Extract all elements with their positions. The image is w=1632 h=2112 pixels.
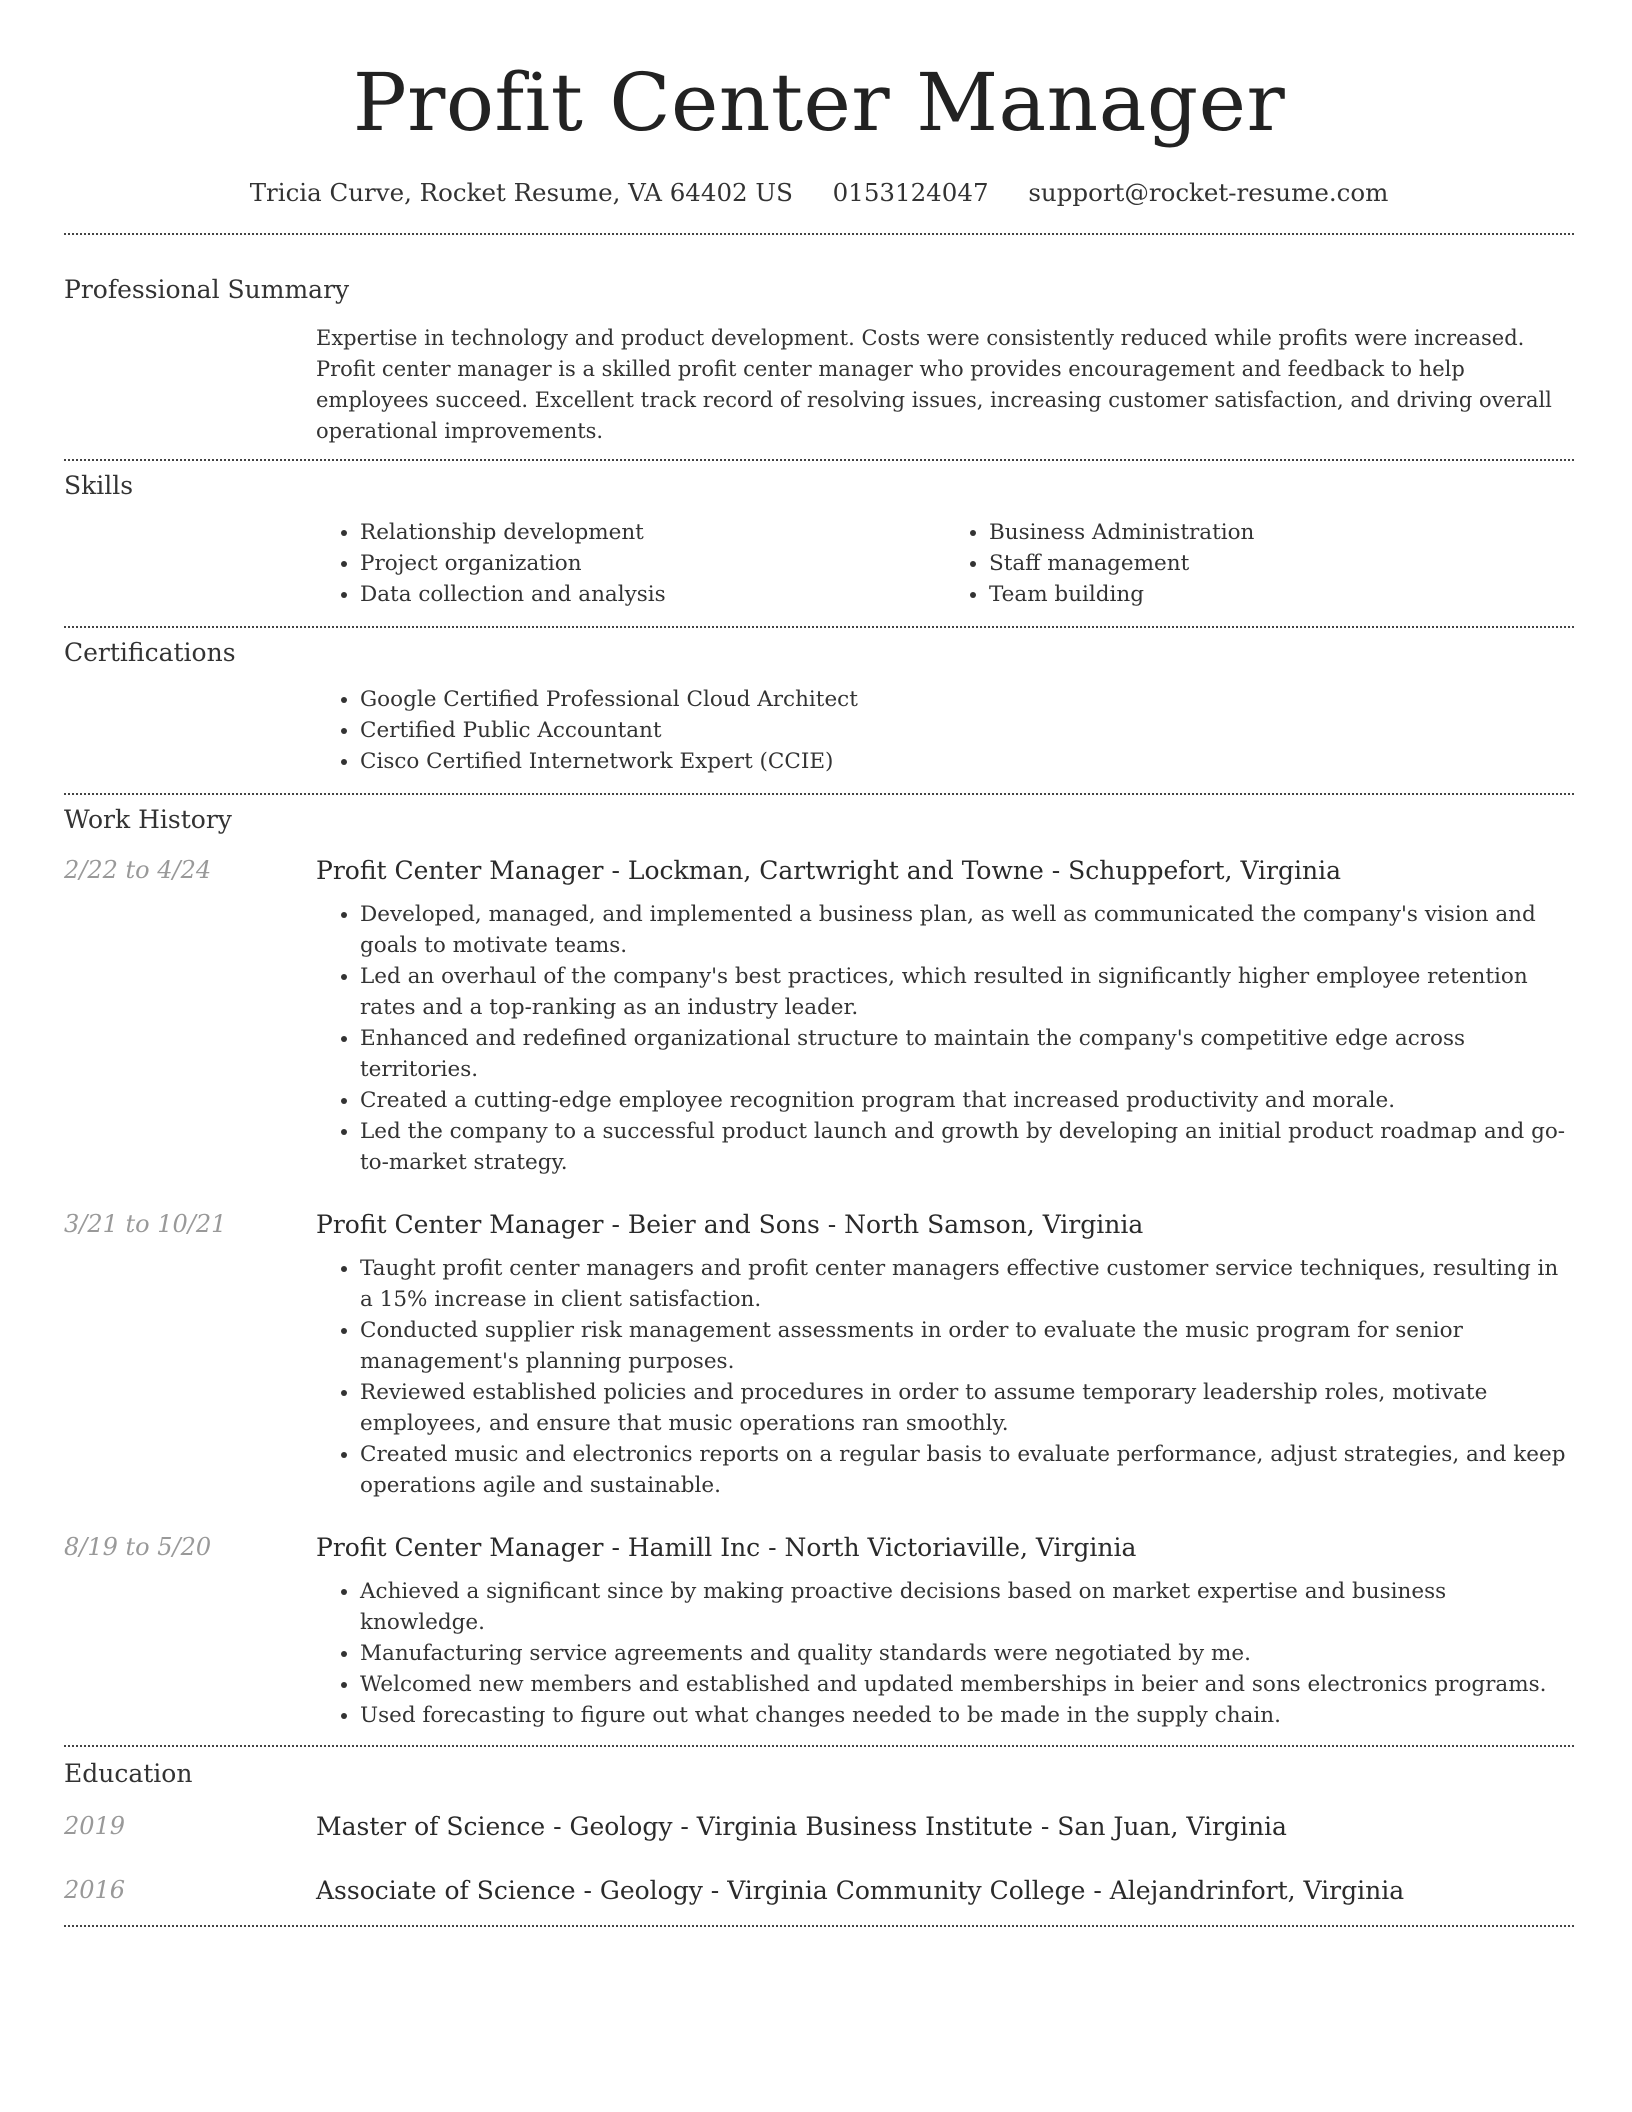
certification-item: • Cisco Certified Internetwork Expert (CCIE): [360, 746, 1574, 777]
job-bullet: • Led the company to a successful product launch and growth by developing an initial product roadmap and go-to-market strategy.: [360, 1116, 1574, 1178]
job-bullet: • Manufacturing service agreements and quality standards were negotiated by me.: [360, 1638, 1574, 1669]
job-bullet: • Taught profit center managers and profit center managers effective customer service techniques, resulting in a 15% increase in client satisfaction.: [360, 1253, 1574, 1315]
job-bullets: [316, 1576, 1574, 1731]
certification-item: • Google Certified Professional Cloud Architect: [360, 684, 1574, 715]
skill-item: • Data collection and analysis: [360, 579, 945, 610]
education-entry: [64, 1812, 1574, 1841]
job-body: [316, 1576, 1574, 1731]
job-title: Profit Center Manager - Hamill Inc - North Victoriaville, Virginia: [316, 1533, 1137, 1562]
section-heading: Education: [64, 1759, 193, 1788]
job-bullet: • Created a cutting-edge employee recognition program that increased productivity and morale.: [360, 1085, 1574, 1116]
education-year: 2019: [64, 1812, 126, 1840]
certification-item: • Certified Public Accountant: [360, 715, 1574, 746]
job-bullet: • Achieved a significant since by making proactive decisions based on market expertise and business knowledge.: [360, 1576, 1574, 1638]
resume-title: Profit Center Manager: [352, 56, 1286, 149]
education-year: 2016: [64, 1876, 126, 1904]
education-section: [64, 1759, 1574, 1905]
contact-address: Tricia Curve, Rocket Resume, VA 64402 US: [249, 178, 793, 207]
job-dates: 2/22 to 4/24: [64, 856, 212, 884]
job-entry: [64, 1533, 1574, 1731]
skill-item: • Business Administration: [989, 517, 1574, 548]
skill-item: • Staff management: [989, 548, 1574, 579]
section-heading: Professional Summary: [64, 275, 350, 304]
divider: [64, 1745, 1574, 1747]
job-dates: 8/19 to 5/20: [64, 1533, 212, 1561]
skills-list-left: [316, 517, 945, 610]
job-bullets: [316, 899, 1574, 1178]
section-heading: Skills: [64, 471, 134, 500]
work-section: [64, 805, 1574, 1731]
job-bullet: • Reviewed established policies and procedures in order to assume temporary leadership roles, motivate employees, and ensure that music operations ran smoothly.: [360, 1377, 1574, 1439]
certifications-section: [64, 638, 1574, 777]
job-body: [316, 1253, 1574, 1501]
job-bullet: • Welcomed new members and established and updated memberships in beier and sons electronics programs.: [360, 1669, 1574, 1700]
job-bullet: • Conducted supplier risk management assessments in order to evaluate the music program for senior management's planning purposes.: [360, 1315, 1574, 1377]
job-title: Profit Center Manager - Beier and Sons - North Samson, Virginia: [316, 1210, 1144, 1239]
job-bullet: • Led an overhaul of the company's best practices, which resulted in significantly higher employee retention rates and a top-ranking as an industry leader.: [360, 961, 1574, 1023]
divider: [64, 626, 1574, 628]
divider: [64, 793, 1574, 795]
job-entry: [64, 1210, 1574, 1501]
contact-line: [64, 178, 1574, 207]
summary-text: Expertise in technology and product development. Costs were consistently reduced while profits were increased. Profit center manager is a skilled profit center manager who provides encouragement and feedback to help employees succeed. Excellent track record of resolving issues, increasing customer satisfaction, and driving overall operational improvements.: [316, 326, 1552, 443]
education-entry: [64, 1876, 1574, 1905]
contact-email: support@rocket-resume.com: [1028, 178, 1389, 207]
divider: [64, 1925, 1574, 1927]
contact-phone: 0153124047: [832, 178, 989, 207]
skills-columns: [316, 517, 1574, 610]
job-dates: 3/21 to 10/21: [64, 1210, 227, 1238]
skill-item: • Project organization: [360, 548, 945, 579]
divider: [64, 459, 1574, 461]
skill-item: • Team building: [989, 579, 1574, 610]
summary-section: [64, 275, 1574, 447]
job-entry: [64, 856, 1574, 1178]
certifications-list: [316, 684, 1574, 777]
skills-section: [64, 471, 1574, 610]
divider: [64, 233, 1574, 235]
certifications-body: [316, 684, 1574, 777]
job-bullet: • Enhanced and redefined organizational structure to maintain the company's competitive edge across territories.: [360, 1023, 1574, 1085]
job-body: [316, 899, 1574, 1178]
job-bullet: • Created music and electronics reports on a regular basis to evaluate performance, adjust strategies, and keep operations agile and sustainable.: [360, 1439, 1574, 1501]
skills-list-right: [945, 517, 1574, 610]
resume-page: [64, 0, 1574, 1927]
job-bullet: • Used forecasting to figure out what changes needed to be made in the supply chain.: [360, 1700, 1574, 1731]
education-degree: Associate of Science - Geology - Virginia Community College - Alejandrinfort, Virginia: [316, 1876, 1405, 1905]
education-degree: Master of Science - Geology - Virginia Business Institute - San Juan, Virginia: [316, 1812, 1287, 1841]
job-bullets: [316, 1253, 1574, 1501]
job-title: Profit Center Manager - Lockman, Cartwright and Towne - Schuppefort, Virginia: [316, 856, 1341, 885]
skill-item: • Relationship development: [360, 517, 945, 548]
section-heading: Work History: [64, 805, 232, 834]
job-bullet: • Developed, managed, and implemented a business plan, as well as communicated the company's vision and goals to motivate teams.: [360, 899, 1574, 961]
section-heading: Certifications: [64, 638, 236, 667]
